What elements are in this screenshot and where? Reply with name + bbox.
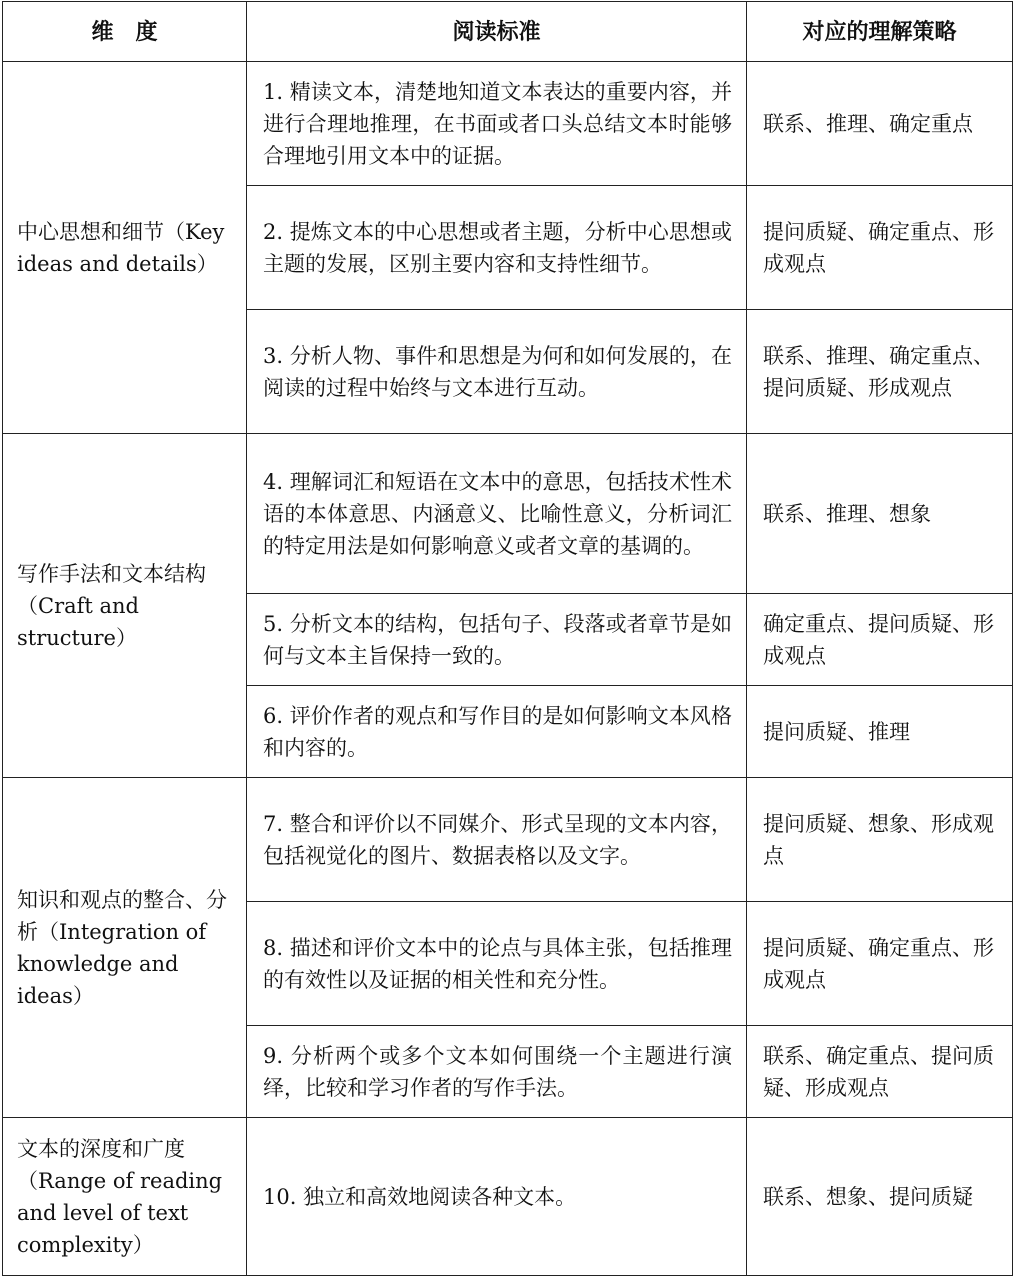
standard-cell: 7. 整合和评价以不同媒介、形式呈现的文本内容，包括视觉化的图片、数据表格以及文字。 [247, 778, 747, 902]
standard-cell: 2. 提炼文本的中心思想或者主题，分析中心思想或主题的发展，区别主要内容和支持性细节。 [247, 186, 747, 310]
strategy-cell: 提问质疑、想象、形成观点 [747, 778, 1013, 902]
dimension-cell: 文本的深度和广度（Range of reading and level of text complexity） [3, 1118, 247, 1276]
header-standard: 阅读标准 [247, 2, 747, 62]
dimension-cell: 写作手法和文本结构（Craft and structure） [3, 434, 247, 778]
reading-standards-table [2, 1, 1013, 1276]
standard-cell: 6. 评价作者的观点和写作目的是如何影响文本风格和内容的。 [247, 686, 747, 778]
header-dimension: 维 度 [3, 2, 247, 62]
standard-cell: 1. 精读文本，清楚地知道文本表达的重要内容，并进行合理地推理，在书面或者口头总结文本时能够合理地引用文本中的证据。 [247, 62, 747, 186]
strategy-cell: 提问质疑、确定重点、形成观点 [747, 902, 1013, 1026]
strategy-cell: 联系、想象、提问质疑 [747, 1118, 1013, 1276]
standard-cell: 3. 分析人物、事件和思想是为何和如何发展的，在阅读的过程中始终与文本进行互动。 [247, 310, 747, 434]
table-row [3, 778, 1013, 902]
standard-cell: 8. 描述和评价文本中的论点与具体主张，包括推理的有效性以及证据的相关性和充分性。 [247, 902, 747, 1026]
table-row [3, 62, 1013, 186]
header-strategy: 对应的理解策略 [747, 2, 1013, 62]
table-row [3, 434, 1013, 594]
dimension-cell: 中心思想和细节（Key ideas and details） [3, 62, 247, 434]
dimension-cell: 知识和观点的整合、分 析（Integration of knowledge and ideas） [3, 778, 247, 1118]
strategy-cell: 提问质疑、确定重点、形成观点 [747, 186, 1013, 310]
strategy-cell: 提问质疑、推理 [747, 686, 1013, 778]
standard-cell: 5. 分析文本的结构，包括句子、段落或者章节是如何与文本主旨保持一致的。 [247, 594, 747, 686]
strategy-cell: 确定重点、提问质疑、形成观点 [747, 594, 1013, 686]
table-row [3, 1118, 1013, 1276]
strategy-cell: 联系、确定重点、提问质疑、形成观点 [747, 1026, 1013, 1118]
standard-cell: 9. 分析两个或多个文本如何围绕一个主题进行演绎，比较和学习作者的写作手法。 [247, 1026, 747, 1118]
header-row [3, 2, 1013, 62]
strategy-cell: 联系、推理、想象 [747, 434, 1013, 594]
standard-cell: 10. 独立和高效地阅读各种文本。 [247, 1118, 747, 1276]
standard-cell: 4. 理解词汇和短语在文本中的意思，包括技术性术语的本体意思、内涵意义、比喻性意义，分析词汇的特定用法是如何影响意义或者文章的基调的。 [247, 434, 747, 594]
strategy-cell: 联系、推理、确定重点 [747, 62, 1013, 186]
strategy-cell: 联系、推理、确定重点、提问质疑、形成观点 [747, 310, 1013, 434]
